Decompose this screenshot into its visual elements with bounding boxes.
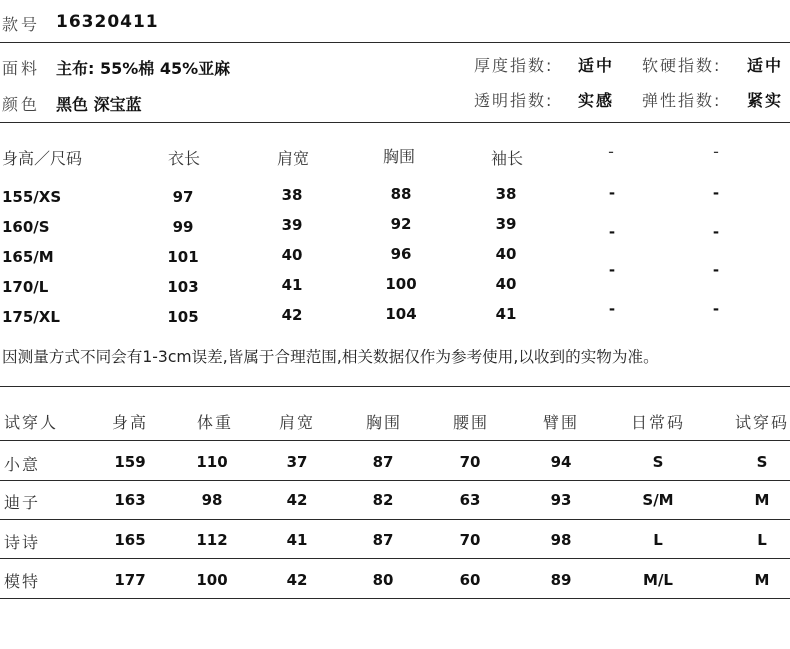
size-cell: 96 — [390, 245, 412, 263]
tryon-cell: 42 — [286, 491, 308, 509]
tryon-cell: S — [756, 453, 768, 471]
tryon-cell: 89 — [550, 571, 572, 589]
size-cell: 160/S — [2, 218, 50, 236]
tryon-header-daily-size: 日常码 — [630, 413, 686, 432]
color-value: 黑色 深宝蓝 — [56, 95, 142, 114]
size-cell: - — [608, 300, 616, 318]
size-cell: - — [712, 223, 720, 241]
tryon-cell: 100 — [196, 571, 228, 589]
tryon-header-person: 试穿人 — [4, 413, 59, 432]
divider — [0, 558, 790, 559]
size-cell: 104 — [385, 305, 417, 323]
size-cell: 41 — [281, 276, 303, 294]
size-cell: - — [712, 184, 720, 202]
tryon-cell: 110 — [196, 453, 228, 471]
tryon-cell: S — [652, 453, 664, 471]
size-cell: 41 — [495, 305, 517, 323]
tryon-cell: 98 — [201, 491, 223, 509]
divider — [0, 386, 790, 387]
size-cell: 99 — [172, 218, 194, 236]
size-header-blank-1: - — [608, 142, 614, 161]
tryon-cell: 80 — [372, 571, 394, 589]
size-cell: 40 — [281, 246, 303, 264]
softness-value: 适中 — [747, 56, 784, 75]
size-cell: - — [712, 300, 720, 318]
size-cell: - — [712, 261, 720, 279]
fabric-value: 主布: 55%棉 45%亚麻 — [56, 59, 231, 78]
size-header-chest: 胸围 — [382, 147, 416, 166]
tryon-cell: M — [754, 571, 770, 589]
divider — [0, 598, 790, 599]
tryon-cell: M — [754, 491, 770, 509]
elasticity-label: 弹性指数: — [642, 91, 722, 110]
tryon-cell: 37 — [286, 453, 308, 471]
tryon-header-arm: 臂围 — [542, 413, 580, 432]
tryon-cell-name: 模特 — [4, 572, 41, 591]
size-cell: 40 — [495, 275, 517, 293]
fabric-label: 面料 — [2, 59, 41, 78]
tryon-cell: 42 — [286, 571, 308, 589]
size-cell: 40 — [495, 245, 517, 263]
tryon-header-height: 身高 — [111, 413, 149, 432]
tryon-cell: 70 — [459, 453, 481, 471]
elasticity-value: 紧实 — [747, 91, 784, 110]
size-cell: 101 — [167, 248, 199, 266]
tryon-cell-name: 诗诗 — [4, 533, 41, 552]
tryon-cell: 87 — [372, 531, 394, 549]
tryon-header-tryon-size: 试穿码 — [734, 413, 790, 432]
tryon-header-chest: 胸围 — [365, 413, 403, 432]
divider — [0, 480, 790, 481]
tryon-cell: L — [757, 531, 767, 549]
divider — [0, 519, 790, 520]
divider — [0, 122, 790, 123]
divider — [0, 42, 790, 43]
tryon-cell: 41 — [286, 531, 308, 549]
size-cell: - — [608, 261, 616, 279]
tryon-cell: L — [653, 531, 663, 549]
size-header-shoulder: 肩宽 — [276, 149, 310, 168]
size-cell: 38 — [495, 185, 517, 203]
size-cell: 97 — [172, 188, 194, 206]
tryon-cell: 63 — [459, 491, 481, 509]
size-header-blank-2: - — [713, 142, 719, 161]
style-number-label: 款号 — [2, 15, 41, 34]
tryon-cell: 112 — [196, 531, 228, 549]
size-cell: 42 — [281, 306, 303, 324]
tryon-cell: 163 — [114, 491, 146, 509]
size-cell: 103 — [167, 278, 199, 296]
tryon-cell: 70 — [459, 531, 481, 549]
size-cell: 92 — [390, 215, 412, 233]
tryon-cell: 177 — [114, 571, 146, 589]
tryon-cell: 87 — [372, 453, 394, 471]
thickness-label: 厚度指数: — [474, 56, 554, 75]
size-header-length: 衣长 — [167, 149, 201, 168]
tryon-cell: 159 — [114, 453, 146, 471]
size-cell: 39 — [281, 216, 303, 234]
tryon-header-waist: 腰围 — [452, 413, 490, 432]
size-cell: 88 — [390, 185, 412, 203]
size-cell: - — [608, 223, 616, 241]
tryon-cell-name: 迪子 — [4, 493, 41, 512]
tryon-cell: 93 — [550, 491, 572, 509]
softness-label: 软硬指数: — [642, 56, 722, 75]
transparency-value: 实感 — [578, 91, 615, 110]
color-label: 颜色 — [2, 95, 41, 114]
tryon-header-shoulder: 肩宽 — [278, 413, 316, 432]
divider — [0, 440, 790, 441]
style-number-value: 16320411 — [56, 12, 159, 32]
size-cell: 175/XL — [2, 308, 60, 326]
tryon-cell: 60 — [459, 571, 481, 589]
tryon-cell: 98 — [550, 531, 572, 549]
tryon-cell-name: 小意 — [4, 455, 41, 474]
tryon-cell: 165 — [114, 531, 146, 549]
size-cell: 105 — [167, 308, 199, 326]
transparency-label: 透明指数: — [474, 91, 554, 110]
size-cell: 165/M — [2, 248, 54, 266]
thickness-value: 适中 — [578, 56, 615, 75]
size-header-height-size: 身高／尺码 — [2, 149, 83, 168]
size-cell: 38 — [281, 186, 303, 204]
tryon-cell: 94 — [550, 453, 572, 471]
size-cell: 155/XS — [2, 188, 62, 206]
tryon-cell: M/L — [643, 571, 673, 589]
size-cell: 170/L — [2, 278, 49, 296]
size-cell: 39 — [495, 215, 517, 233]
size-cell: - — [608, 184, 616, 202]
tryon-cell: S/M — [642, 491, 674, 509]
size-header-sleeve: 袖长 — [490, 149, 524, 168]
tryon-cell: 82 — [372, 491, 394, 509]
size-cell: 100 — [385, 275, 417, 293]
tryon-header-weight: 体重 — [196, 413, 234, 432]
measurement-note: 因测量方式不同会有1-3cm误差,皆属于合理范围,相关数据仅作为参考使用,以收到的实物为准。 — [2, 348, 659, 366]
